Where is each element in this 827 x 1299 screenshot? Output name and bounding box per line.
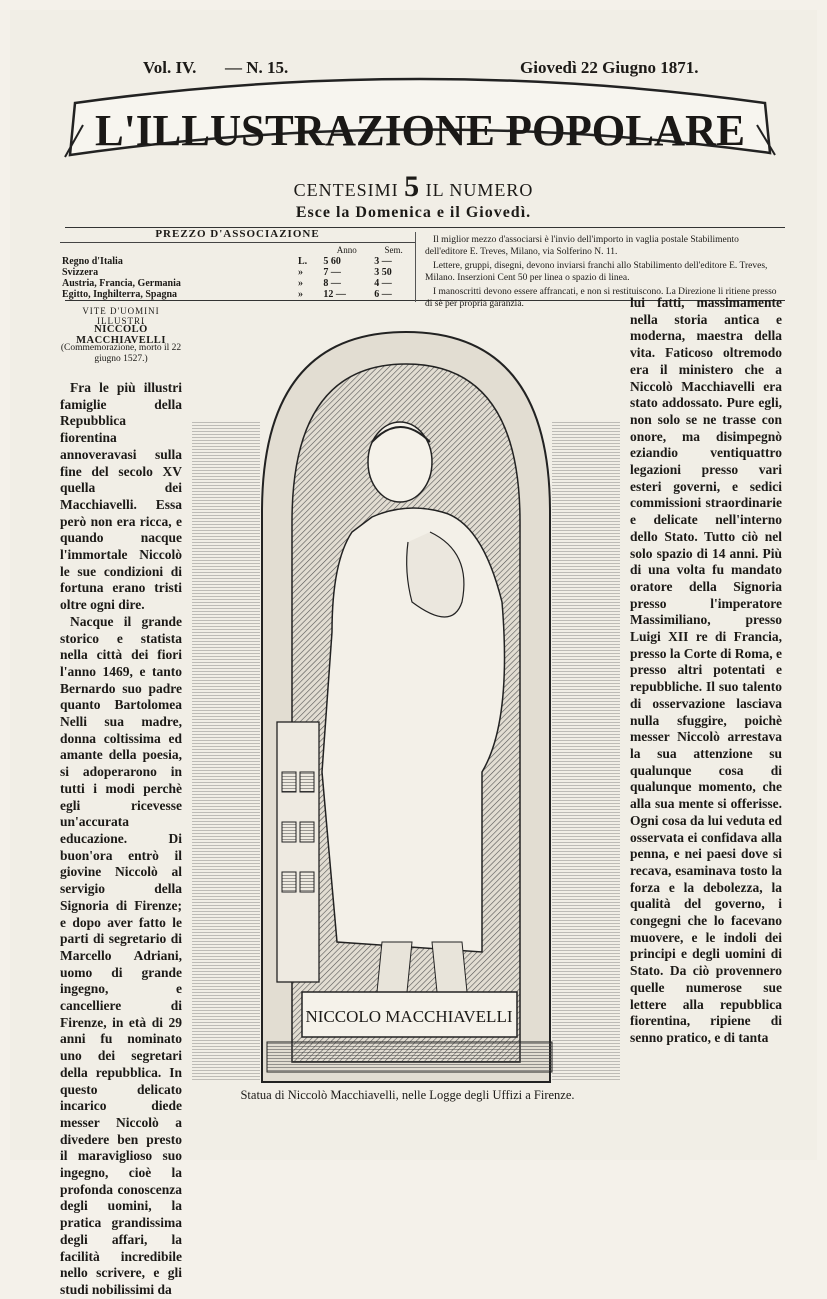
table-row — [60, 289, 415, 300]
note: Lettere, gruppi, disegni, devono inviarsi franchi allo Stabilimento dell'editore E. Treves, Milano. Inserzioni Cent 50 per linea o spazio di linea. — [425, 261, 768, 283]
table-row — [60, 278, 415, 289]
row-place: Austria, Francia, Germania — [62, 278, 181, 289]
row-place: Regno d'Italia — [62, 256, 123, 267]
row-currency: » — [298, 278, 304, 289]
article-subtitle: (Commemorazione, morto il 22 giugno 1527.) — [60, 343, 182, 364]
publication-days: Esce la Domenica e il Giovedì. — [295, 204, 532, 221]
row-sem: 3 50 — [374, 267, 392, 278]
note: Il miglior mezzo d'associarsi è l'invio dell'importo in vaglia postale Stabilimento dell'editore E. Treves, Milano, via Solferino N. 11. — [425, 235, 739, 257]
row-place: Egitto, Inghilterra, Spagna — [62, 289, 178, 300]
row-sem: 3 — — [374, 256, 392, 267]
row-currency: » — [298, 267, 304, 278]
issue-number: — N. 15. — [225, 58, 289, 77]
newspaper-page — [10, 10, 817, 1297]
price-line — [10, 170, 817, 204]
issue-date: Giovedì 22 Giugno 1871. — [520, 58, 699, 77]
article-title: NICCOLÒ MACCHIAVELLI — [76, 324, 166, 346]
row-sem: 4 — — [374, 278, 392, 289]
row-currency: L. — [298, 256, 308, 267]
row-place: Svizzera — [62, 267, 99, 278]
price-number: 5 — [404, 170, 421, 203]
row-year: 7 — — [323, 267, 341, 278]
note: I manoscritti devono essere affrancati, e non si restituiscono. La Direzione li ritiene presso di sè per propria garanzia. — [425, 287, 777, 309]
paragraph: Nacque il grande storico e statista nella città dei fiori l'anno 1469, e tanto Bernardo suo padre quanto Bartolomea Nelli sua madre, donna coltissima ed amante della poesia, si adoperarono in tutti i modi perchè egli ricevesse un'accurata educazione. Di buon'ora entrò il giovine Niccolò al servigio della Signoria di Firenze; e dopo aver fatto le parti di segretario di Marcello Adriani, uomo di grande ingegno, e cancelliere di Firenze, in età di 29 anni fu nominato uno dei segretari della repubblica. In questo delicato incarico diede messer Niccolò a divedere ben presto il maraviglioso suo ingegno, cioè la profonda conoscenza degli uomini, la pratica grandissima degli affari, la facilità incredibile nello scrivere, e gli studi nobilissimi da — [60, 613, 182, 1297]
table-row — [60, 256, 415, 267]
col-year: Anno — [336, 245, 357, 255]
table-row — [60, 267, 415, 278]
subscription-table — [60, 245, 415, 300]
subscription-header-row — [60, 245, 415, 256]
paragraph: Fra le più illustri famiglie della Repubblica fiorentina annoveravasi sulla fine del secolo XV quella dei Macchiavelli. Essa però non era ricca, e quando nacque l'immortale Niccolò le sue condizioni di fortuna erano tristi oltre ogni dire. — [60, 380, 182, 613]
col-sem: Sem. — [384, 245, 403, 255]
price-suffix: IL NUMERO — [425, 180, 534, 200]
row-year: 5 60 — [323, 256, 341, 267]
subscription-box — [60, 228, 415, 300]
illustration-caption: Statua di Niccolò Macchiavelli, nelle Logge degli Uffizi a Firenze. — [240, 1088, 575, 1102]
article-column-right — [630, 295, 782, 1047]
section-heading: VITE D'UOMINI ILLUSTRI — [82, 306, 160, 326]
subscription-title: PREZZO D'ASSOCIAZIONE — [60, 228, 415, 243]
paragraph: lui fatti, massimamente nella storia antica e moderna, maestra della vita. Faticoso oltremodo era il ministero che a Niccolò Macchiavelli era stato addossato. Pure egli, non solo se ne trasse con onore, ma disimpegnò eziandio ventiquattro legazioni presso vari esteri governi, e sedici commissioni straordinarie e delicate nell'interno dello Stato. Tutto ciò nel solo spazio di 14 anni. Più di una volta fu mandato oratore della Signoria presso l'imperatore Massimiliano, presso Luigi XII re di Francia, presso la Corte di Roma, e presso altri potentati e repubbliche. Il suo talento di osservazione lasciava nulla sfuggire, poichè messer Niccolò arrestava la sua attenzione su qualunque cosa di qualunque momento, che alla sua mente si offerisse. Ogni cosa da lui veduta ed osservata ei confidava alla penna, e nei paesi dove si recava, esaminava tosto la forza e la debolezza, la qualità del governo, i congegni che lo facevano muovere, e le indoli dei principi e degli uomini di Stato. Da ciò provennero quelle numerose sue lettere alla repubblica fiorentina, ripiene di senno pratico, e di tanta — [630, 295, 782, 1045]
row-currency: » — [298, 289, 304, 300]
header-divider — [415, 232, 416, 302]
price-prefix: CENTESIMI — [293, 180, 399, 200]
row-sem: 6 — — [374, 289, 392, 300]
statue-plaque: NICCOLO MACCHIAVELLI — [305, 1007, 513, 1026]
row-year: 12 — — [323, 289, 346, 300]
statue-illustration — [182, 302, 630, 1097]
row-year: 8 — — [323, 278, 341, 289]
volume-label: Vol. IV. — [143, 58, 197, 77]
masthead-title: L'ILLUSTRAZIONE POPOLARE — [95, 106, 745, 155]
article-column-left — [60, 380, 182, 1299]
